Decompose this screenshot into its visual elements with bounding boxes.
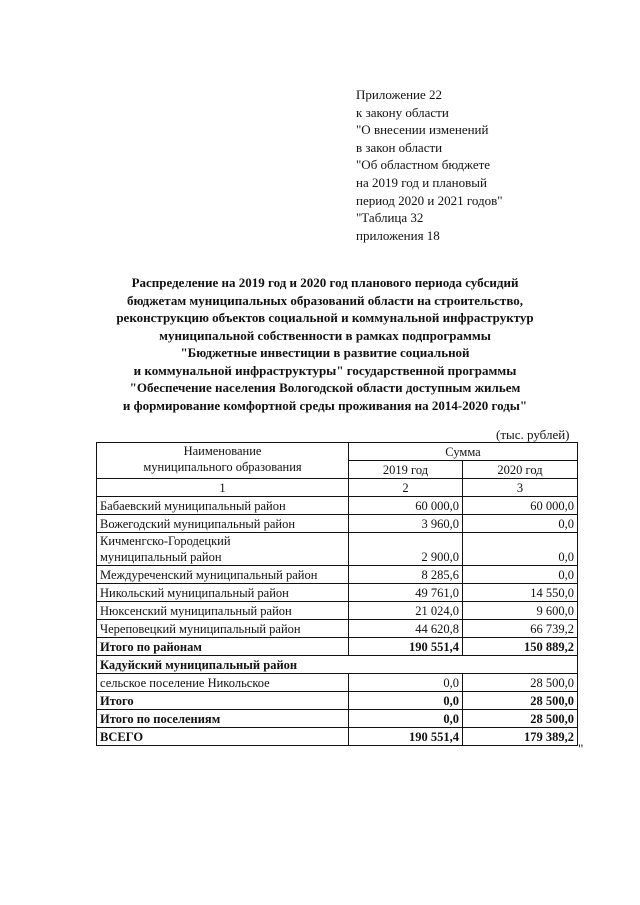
appendix-note — [356, 86, 503, 244]
table-row — [97, 497, 578, 515]
grand-total-row — [97, 728, 578, 746]
value-2020: 179 389,2 — [463, 728, 578, 746]
table-row — [97, 566, 578, 584]
district-name — [97, 533, 349, 566]
district-name-line: муниципальный район — [100, 550, 222, 564]
year-2019-header: 2019 год — [349, 461, 463, 479]
value-2019: 0,0 — [349, 710, 463, 728]
value-2020: 150 889,2 — [463, 638, 578, 656]
settlement-name: сельское поселение Никольское — [97, 674, 349, 692]
table-row — [97, 620, 578, 638]
name-header-line: Наименование — [183, 444, 262, 458]
district-name: Нюксенский муниципальный район — [97, 602, 349, 620]
table-row — [97, 602, 578, 620]
appendix-note-line: Приложение 22 — [356, 87, 443, 102]
district-name: Междуреченский муниципальный район — [97, 566, 349, 584]
appendix-note-line: на 2019 год и плановый — [356, 174, 487, 190]
district-name: Череповецкий муниципальный район — [97, 620, 349, 638]
grand-total-label: ВСЕГО — [97, 728, 349, 746]
value-2019: 60 000,0 — [349, 497, 463, 515]
name-column-header — [97, 443, 349, 479]
district-name-line: Кичменгско-Городецкий — [100, 534, 231, 548]
subtotal-label: Итого — [97, 692, 349, 710]
district-name: Бабаевский муниципальный район — [97, 497, 349, 515]
title-line: реконструкцию объектов социальной и коммунальной инфраструктур — [116, 310, 534, 325]
table-row — [97, 533, 578, 566]
total-districts-row — [97, 638, 578, 656]
value-2019: 44 620,8 — [349, 620, 463, 638]
title-line: "Бюджетные инвестиции в развитие социальной — [180, 345, 470, 360]
title-line: бюджетам муниципальных образований области на строительство, — [126, 292, 524, 308]
value-2020: 0,0 — [463, 566, 578, 584]
value-2019: 8 285,6 — [349, 566, 463, 584]
column-number: 3 — [463, 479, 578, 497]
title-line: Распределение на 2019 год и 2020 год планового периода субсидий — [131, 275, 519, 290]
district-name: Вожегодский муниципальный район — [97, 515, 349, 533]
value-2020: 0,0 — [463, 533, 578, 566]
appendix-note-line: "Таблица 32 — [356, 210, 424, 226]
column-number-row — [97, 479, 578, 497]
table-row — [97, 584, 578, 602]
district-name: Никольский муниципальный район — [97, 584, 349, 602]
value-2019: 190 551,4 — [349, 638, 463, 656]
value-2019: 3 960,0 — [349, 515, 463, 533]
value-2019: 49 761,0 — [349, 584, 463, 602]
total-label: Итого по поселениям — [97, 710, 349, 728]
appendix-note-line: к закону области — [356, 104, 449, 120]
document-title — [90, 274, 560, 414]
appendix-note-line: "Об областном бюджете — [356, 157, 491, 173]
sum-column-header: Сумма — [349, 443, 578, 461]
value-2020: 28 500,0 — [463, 710, 578, 728]
column-number: 2 — [349, 479, 463, 497]
column-number: 1 — [97, 479, 349, 497]
total-label: Итого по районам — [97, 638, 349, 656]
value-2020: 14 550,0 — [463, 584, 578, 602]
year-2020-header: 2020 год — [463, 461, 578, 479]
appendix-note-line: приложения 18 — [356, 227, 440, 243]
value-2019: 190 551,4 — [349, 728, 463, 746]
appendix-note-line: период 2020 и 2021 годов" — [356, 192, 503, 208]
kaduy-section-header: Кадуйский муниципальный район — [97, 656, 578, 674]
value-2019: 21 024,0 — [349, 602, 463, 620]
table-row — [97, 674, 578, 692]
subsidy-table — [96, 442, 578, 746]
appendix-note-line: "О внесении изменений — [356, 122, 489, 138]
value-2020: 28 500,0 — [463, 692, 578, 710]
value-2020: 60 000,0 — [463, 497, 578, 515]
value-2019: 0,0 — [349, 674, 463, 692]
value-2020: 28 500,0 — [463, 674, 578, 692]
title-line: муниципальной собственности в рамках подпрограммы — [159, 327, 491, 343]
title-line: и коммунальной инфраструктуры" государственной программы — [133, 362, 517, 378]
subtotal-row — [97, 692, 578, 710]
value-2020: 66 739,2 — [463, 620, 578, 638]
value-2019: 2 900,0 — [349, 533, 463, 566]
title-line: "Обеспечение населения Вологодской области доступным жильем — [129, 380, 521, 395]
value-2020: 0,0 — [463, 515, 578, 533]
value-2019: 0,0 — [349, 692, 463, 710]
title-line: и формирование комфортной среды проживания на 2014-2020 годы" — [122, 397, 528, 413]
closing-quote: " — [578, 741, 584, 756]
appendix-note-line: в закон области — [356, 139, 443, 155]
total-settlements-row — [97, 710, 578, 728]
table-row — [97, 515, 578, 533]
name-header-line: муниципального образования — [143, 460, 302, 474]
value-2020: 9 600,0 — [463, 602, 578, 620]
kaduy-section-row — [97, 656, 578, 674]
table-header-row — [97, 443, 578, 461]
units-label: (тыс. рублей) — [496, 427, 570, 442]
